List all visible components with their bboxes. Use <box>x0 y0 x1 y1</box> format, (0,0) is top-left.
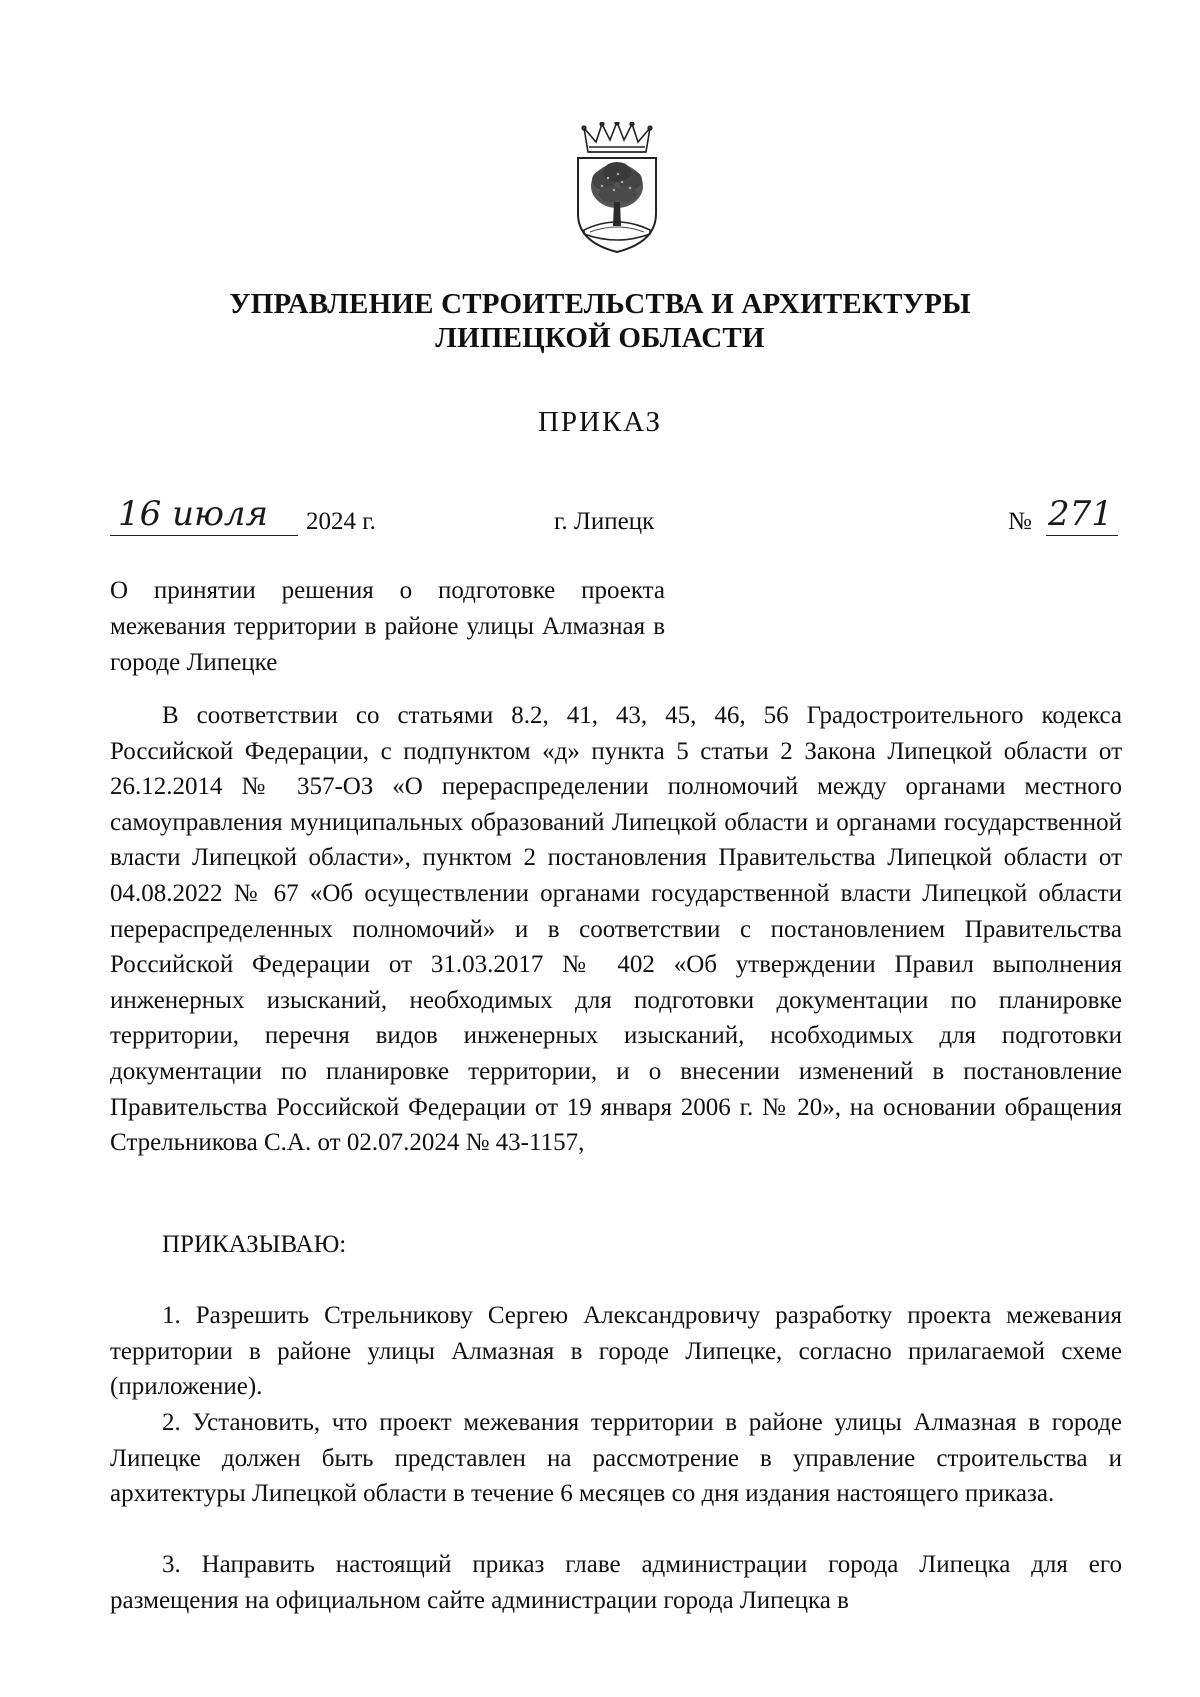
lipetsk-coat-of-arms-icon <box>572 122 662 254</box>
document-year: 2024 г. <box>306 508 376 535</box>
number-sign: № <box>1008 508 1032 535</box>
order-directive-heading: ПРИКАЗЫВАЮ: <box>162 1231 347 1258</box>
handwritten-date: 16 июля <box>118 494 269 534</box>
order-item-3: 3. Направить настоящий приказ главе администрации города Липецка для его размещения на официальном сайте администрации города Липецка в <box>110 1551 1122 1614</box>
preamble-paragraph: В соответствии со статьями 8.2, 41, 43, 45, 46, 56 Градостроительного кодекса Российской Федерации, с подпунктом «д» пункта 5 статьи 2 Закона Липецкой области от 26.12.2014 № 357-ОЗ «О перераспределении полномочий между органами местного самоуправления муниципальных образований Липецкой области и органами государственной власти Липецкой области», пунктом 2 постановления Правительства Липецкой области от 04.08.2022 № 67 «Об осуществлении органами государственной власти Липецкой области перераспределенных полномочий» и в соответствии с постановлением Правительства Российской Федерации от 31.03.2017 № 402 «Об утверждении Правил выполнения инженерных изысканий, необходимых для подготовки документации по планировке территории, перечня видов инженерных изысканий, нсобходимых для подготовки документации по планировке территории, и о внесении изменений в постановление Правительства Российской Федерации от 19 января 2006 г. № 20», на основании обращения Стрельникова С.А. от 02.07.2024 № 43-1157, <box>110 702 1122 1157</box>
date-underline <box>110 535 298 536</box>
document-number <box>1008 494 1120 542</box>
order-item-1: 1. Разрешить Стрельникову Сергею Александровичу разработку проекта межевания территории в районе улицы Алмазная в городе Липецке, согласно прилагаемой схеме (приложение). <box>110 1302 1122 1401</box>
handwritten-number: 271 <box>1048 494 1113 534</box>
document-meta-row <box>110 494 1120 546</box>
document-city: г. Липецк <box>554 508 655 535</box>
order-item-2: 2. Установить, что проект межевания территории в районе улицы Алмазная в городе Липецке должен быть представлен на рассмотрение в управление строительства и архитектуры Липецкой области в течение 6 месяцев со дня издания настоящего приказа. <box>110 1409 1122 1508</box>
number-underline <box>1046 535 1118 536</box>
document-subject: О принятии решения о подготовке проекта межевания территории в районе улицы Алмазная в городе Липецке <box>110 577 665 676</box>
organization-name-line2: ЛИПЕЦКОЙ ОБЛАСТИ <box>435 322 765 354</box>
organization-name-line1: УПРАВЛЕНИЕ СТРОИТЕЛЬСТВА И АРХИТЕКТУРЫ <box>229 288 971 320</box>
document-type-title: ПРИКАЗ <box>537 406 663 438</box>
